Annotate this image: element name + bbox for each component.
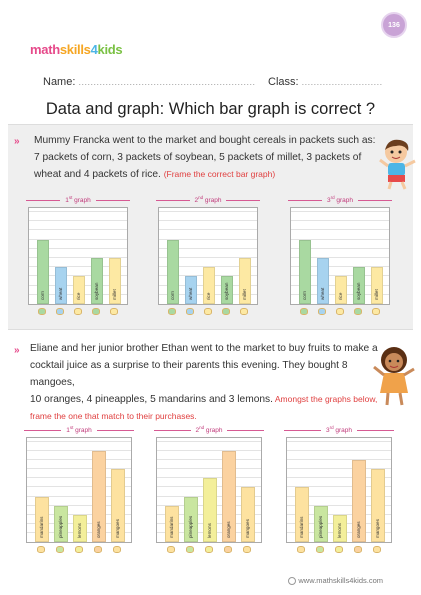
question-1-text: Mummy Francka went to the market and bought cereals in packets such as: 7 packets of corn, 3 packets of soybean, 5 packets of millet, 3 packets of wheat and 4 packets of rice. (Frame the correct bar graph) [34, 135, 376, 180]
gridline [291, 229, 389, 230]
graph-plot-area [290, 207, 390, 305]
bar-label: millet [373, 289, 379, 300]
bar-mangoes [241, 487, 255, 542]
gridline [287, 441, 391, 442]
graph-title-text: 3rd graph [325, 425, 353, 435]
wheat-icon [318, 308, 326, 315]
rice-icon [74, 308, 82, 315]
bar-pineapples [184, 497, 198, 542]
bar-rice [203, 267, 216, 304]
page-number-badge: 136 [381, 12, 407, 38]
bar-mandarins [165, 506, 179, 542]
mandarins-icon [167, 546, 175, 553]
lemons-icon [205, 546, 213, 553]
question-2-text: Eliane and her junior brother Ethan went to the market to buy fruits to make a cocktail juice as a surprise to their parents this evening. They bought 8 mangoes, 10 oranges, 4 pineapples, 5 mandarins and 3 lemons. Amongst the graphs below, frame the one that match to their purchases. [30, 343, 378, 421]
graph-plot-area [28, 207, 128, 305]
bar-oranges [222, 451, 236, 542]
graph-title [284, 195, 396, 205]
graph-title-text: 1st graph [66, 425, 92, 435]
graph-title-text: 1st graph [65, 195, 91, 205]
page-title: Data and graph: Which bar graph is correct ? [45, 100, 376, 118]
bar-pineapples [54, 506, 68, 542]
bar-graph-2[interactable] [152, 195, 264, 319]
name-field[interactable]: Name: ........................................................... [43, 76, 256, 88]
bar-label: wheat [319, 287, 325, 300]
bar-label: oranges [356, 521, 362, 538]
class-label: Class: [268, 76, 299, 88]
bullet-icon: » [14, 345, 20, 356]
bar-label: rice [337, 292, 343, 300]
wheat-icon [186, 308, 194, 315]
bar-mandarins [35, 497, 49, 542]
gridline [291, 211, 389, 212]
bar-corn [167, 240, 180, 304]
bar-millet [371, 267, 384, 304]
bar-label: soybean [223, 282, 229, 300]
bar-millet [239, 258, 252, 304]
gridline [29, 229, 127, 230]
gridline [291, 220, 389, 221]
bar-label: mandarins [298, 516, 304, 538]
bar-pineapples [314, 506, 328, 542]
rice-icon [336, 308, 344, 315]
bar-label: millet [241, 289, 247, 300]
corn-icon [300, 308, 308, 315]
oranges-icon [94, 546, 102, 553]
oranges-icon [224, 546, 232, 553]
bar-label: mangoes [115, 519, 121, 538]
bar-wheat [55, 267, 68, 304]
bullet-icon: » [14, 136, 20, 147]
pineapples-icon [316, 546, 324, 553]
graph-title [20, 425, 138, 435]
boy-illustration-icon [378, 138, 418, 190]
bar-label: oranges [96, 521, 102, 538]
bar-label: millet [111, 289, 117, 300]
gridline [27, 441, 131, 442]
bar-lemons [73, 515, 87, 542]
bar-label: corn [39, 291, 45, 300]
bar-rice [335, 276, 348, 304]
bar-corn [299, 240, 312, 304]
bar-label: lemons [206, 523, 212, 538]
bar-graph-2[interactable] [150, 425, 268, 557]
corn-icon [168, 308, 176, 315]
bar-label: pineapples [187, 515, 193, 538]
mandarins-icon [37, 546, 45, 553]
mangoes-icon [373, 546, 381, 553]
bar-label: oranges [226, 521, 232, 538]
bar-rice [73, 276, 86, 304]
bar-mangoes [111, 469, 125, 542]
graph-title-text: 2nd graph [195, 425, 223, 435]
bar-label: mangoes [375, 519, 381, 538]
bar-soybean [221, 276, 234, 304]
soybean-icon [222, 308, 230, 315]
corn-icon [38, 308, 46, 315]
girl-illustration-icon [372, 345, 416, 407]
gridline [157, 441, 261, 442]
bar-lemons [333, 515, 347, 542]
gridline [29, 211, 127, 212]
bar-label: pineapples [317, 515, 323, 538]
bar-mandarins [295, 487, 309, 542]
gridline [157, 468, 261, 469]
bar-label: mandarins [38, 516, 44, 538]
logo: mathskills4kids [30, 42, 123, 57]
mangoes-icon [113, 546, 121, 553]
bar-label: pineapples [57, 515, 63, 538]
bar-graph-3[interactable] [284, 195, 396, 319]
pineapples-icon [186, 546, 194, 553]
bar-wheat [317, 258, 330, 304]
gridline [27, 450, 131, 451]
gridline [287, 450, 391, 451]
graph-plot-area [26, 437, 132, 543]
bar-label: wheat [187, 287, 193, 300]
bar-label: lemons [76, 523, 82, 538]
lemons-icon [335, 546, 343, 553]
bar-mangoes [371, 469, 385, 542]
bar-graph-1[interactable] [22, 195, 134, 319]
millet-icon [110, 308, 118, 315]
oranges-icon [354, 546, 362, 553]
gridline [157, 450, 261, 451]
bar-label: mandarins [168, 516, 174, 538]
graph-title-text: 2nd graph [194, 195, 222, 205]
bar-millet [109, 258, 122, 304]
millet-icon [372, 308, 380, 315]
bar-soybean [91, 258, 104, 304]
bar-wheat [185, 276, 198, 304]
bar-label: wheat [57, 287, 63, 300]
gridline [287, 459, 391, 460]
bar-label: mangoes [245, 519, 251, 538]
name-label: Name: [43, 76, 76, 88]
gridline [159, 211, 257, 212]
graph-title [22, 195, 134, 205]
bar-label: lemons [336, 523, 342, 538]
bar-label: rice [205, 292, 211, 300]
graph-title-text: 3rd graph [326, 195, 354, 205]
bar-label: corn [169, 291, 175, 300]
bar-lemons [203, 478, 217, 542]
bar-graph-3[interactable] [280, 425, 398, 557]
bar-oranges [92, 451, 106, 542]
graph-title [280, 425, 398, 435]
pineapples-icon [56, 546, 64, 553]
gridline [157, 459, 261, 460]
soybean-icon [354, 308, 362, 315]
graph-title [152, 195, 264, 205]
gridline [29, 220, 127, 221]
bar-label: soybean [93, 282, 99, 300]
graph-title [150, 425, 268, 435]
wheat-icon [56, 308, 64, 315]
gridline [27, 459, 131, 460]
gridline [159, 220, 257, 221]
bar-graph-1[interactable] [20, 425, 138, 557]
mangoes-icon [243, 546, 251, 553]
gridline [159, 229, 257, 230]
lemons-icon [75, 546, 83, 553]
bar-label: soybean [355, 282, 361, 300]
bar-oranges [352, 460, 366, 542]
footer: www.mathskills4kids.com [288, 576, 383, 585]
graph-plot-area [156, 437, 262, 543]
bar-label: corn [301, 291, 307, 300]
graph-plot-area [286, 437, 392, 543]
millet-icon [240, 308, 248, 315]
bar-label: rice [75, 292, 81, 300]
bar-soybean [353, 267, 366, 304]
copyright-icon [288, 577, 296, 585]
class-field[interactable]: Class: ........................... [268, 76, 383, 88]
mandarins-icon [297, 546, 305, 553]
graph-plot-area [158, 207, 258, 305]
rice-icon [204, 308, 212, 315]
bar-corn [37, 240, 50, 304]
soybean-icon [92, 308, 100, 315]
